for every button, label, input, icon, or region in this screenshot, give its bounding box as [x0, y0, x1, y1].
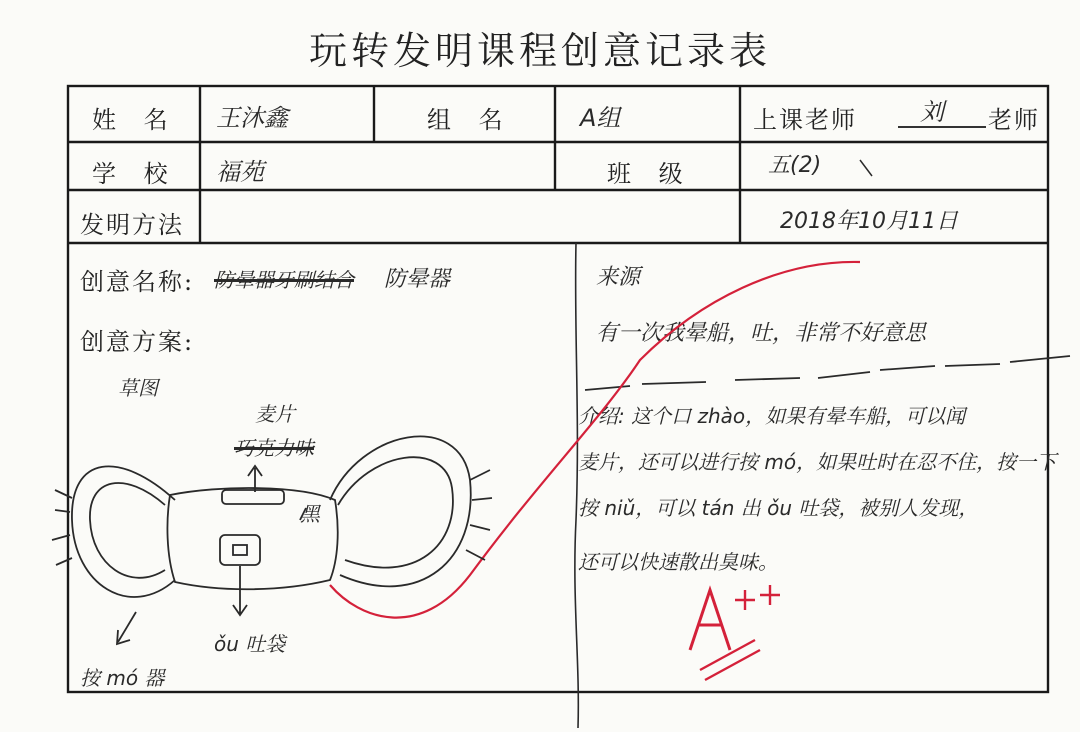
school-label: 学 校: [92, 160, 178, 188]
group-value: A组: [580, 104, 621, 132]
intro-line-1: 介绍: 这个口 zhào，如果有晕车船，可以闻: [578, 404, 966, 428]
teacher-suffix: 老师: [988, 106, 1040, 134]
intro-line-2: 麦片，还可以进行按 mó，如果吐时在忍不住，按一下: [578, 450, 1057, 474]
sketch-bottom-label: ǒu 吐袋: [214, 632, 286, 656]
name-value: 王沐鑫: [216, 104, 288, 132]
intro-line-3: 按 niǔ，可以 tán 出 ǒu 吐袋，被别人发现，: [578, 496, 979, 520]
class-value: 五(2): [768, 153, 822, 178]
teacher-label: 上课老师: [753, 106, 857, 134]
idea-name-struck: 防晕器牙刷结合: [214, 268, 354, 292]
idea-plan-label: 创意方案:: [80, 328, 195, 356]
method-label: 发明方法: [80, 211, 184, 239]
left-arrow: [117, 612, 136, 644]
left-lobe: [72, 466, 175, 597]
sketch-label: 草图: [118, 376, 158, 400]
top-slot: [222, 490, 284, 504]
sketch-middle-label: 黑: [300, 502, 320, 526]
origin-title: 来源: [596, 265, 641, 290]
sketch-top-label: 麦片: [255, 402, 295, 426]
date-value: 2018年10月11日: [780, 209, 958, 234]
idea-name-label: 创意名称:: [80, 268, 195, 296]
sketch-left-label: 按 mó 器: [80, 666, 165, 690]
bottom-arrow: [233, 566, 247, 615]
intro-line-4: 还可以快速散出臭味。: [578, 550, 778, 574]
idea-name-value: 防晕器: [384, 267, 451, 292]
name-label: 姓 名: [92, 106, 178, 134]
form-title: 玩转发明课程创意记录表: [308, 29, 771, 73]
origin-text: 有一次我晕船，吐，非常不好意思: [596, 321, 927, 346]
teacher-value: 刘: [920, 98, 944, 126]
center-button: [220, 535, 260, 565]
class-label: 班 级: [607, 160, 693, 188]
sketch-top-label-struck: 巧克力味: [234, 436, 314, 460]
group-label: 组 名: [427, 106, 513, 134]
school-value: 福苑: [216, 158, 264, 186]
